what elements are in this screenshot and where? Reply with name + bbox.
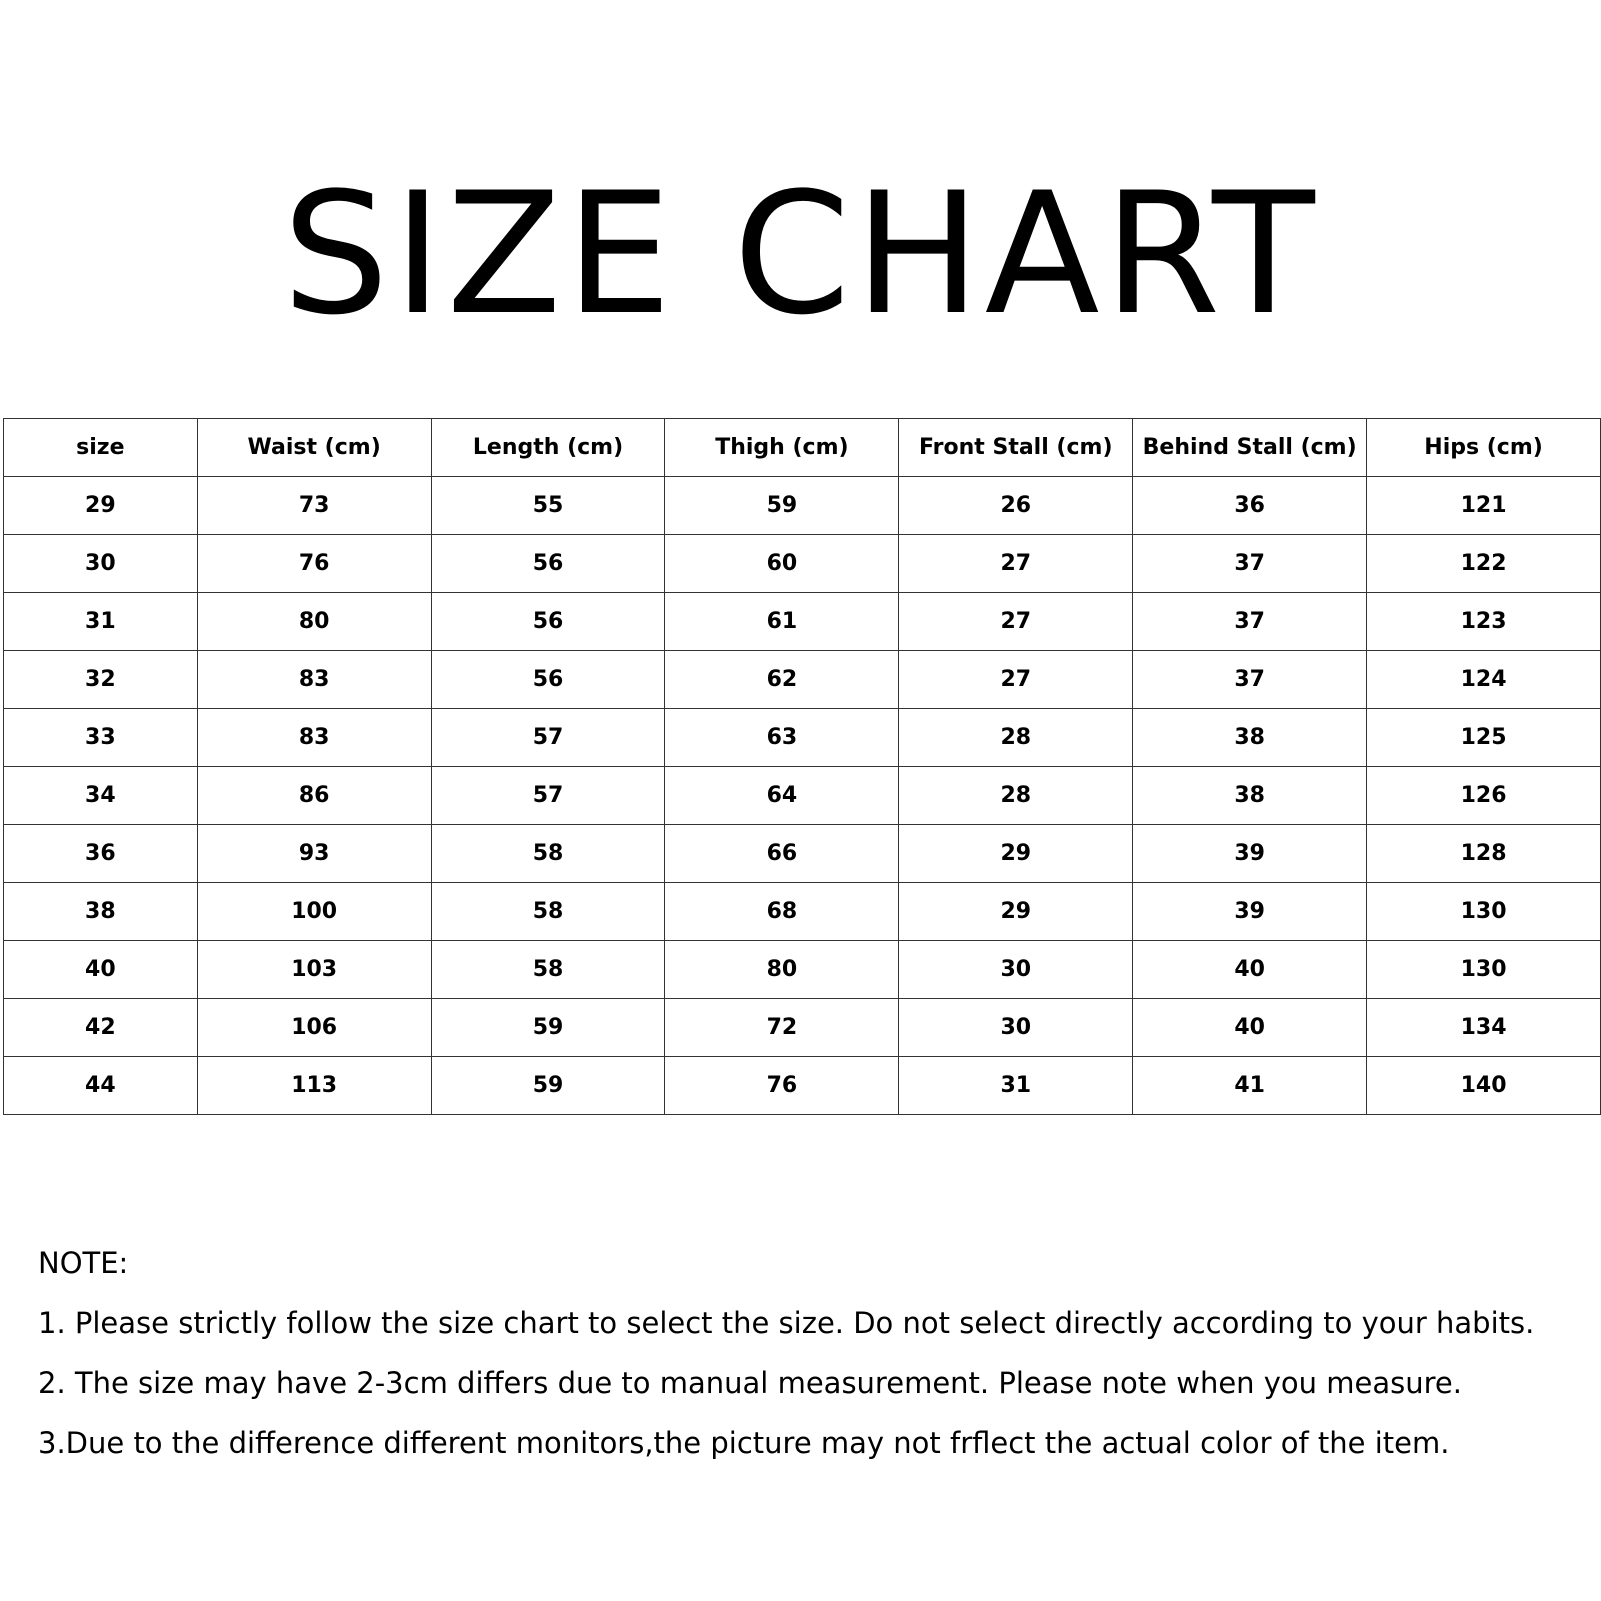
header-thigh: Thigh (cm): [665, 419, 899, 477]
cell-front-stall: 31: [899, 1057, 1133, 1115]
note-item-1: 1. Please strictly follow the size chart to select the size. Do not select directly according to your habits.: [38, 1306, 1535, 1340]
cell-hips: 123: [1367, 593, 1601, 651]
cell-size: 42: [4, 999, 198, 1057]
cell-waist: 106: [197, 999, 431, 1057]
cell-size: 38: [4, 883, 198, 941]
cell-waist: 93: [197, 825, 431, 883]
cell-size: 29: [4, 477, 198, 535]
cell-front-stall: 30: [899, 941, 1133, 999]
table-row: [4, 767, 1601, 825]
table-row: [4, 1057, 1601, 1115]
cell-length: 56: [431, 535, 665, 593]
cell-front-stall: 28: [899, 767, 1133, 825]
header-size: size: [4, 419, 198, 477]
note-item-3: 3.Due to the difference different monitors,the picture may not frflect the actual color of the item.: [38, 1426, 1450, 1460]
cell-thigh: 68: [665, 883, 899, 941]
cell-size: 44: [4, 1057, 198, 1115]
header-hips: Hips (cm): [1367, 419, 1601, 477]
table-row: [4, 941, 1601, 999]
cell-behind-stall: 41: [1133, 1057, 1367, 1115]
cell-thigh: 66: [665, 825, 899, 883]
note-item-2: 2. The size may have 2-3cm differs due to manual measurement. Please note when you measure.: [38, 1366, 1462, 1400]
cell-length: 58: [431, 883, 665, 941]
cell-waist: 86: [197, 767, 431, 825]
cell-size: 36: [4, 825, 198, 883]
table-row: [4, 709, 1601, 767]
cell-thigh: 62: [665, 651, 899, 709]
cell-thigh: 76: [665, 1057, 899, 1115]
cell-hips: 128: [1367, 825, 1601, 883]
cell-length: 57: [431, 709, 665, 767]
header-front-stall: Front Stall (cm): [899, 419, 1133, 477]
cell-waist: 80: [197, 593, 431, 651]
cell-size: 31: [4, 593, 198, 651]
table-row: [4, 825, 1601, 883]
cell-thigh: 72: [665, 999, 899, 1057]
cell-waist: 76: [197, 535, 431, 593]
cell-hips: 121: [1367, 477, 1601, 535]
cell-waist: 83: [197, 651, 431, 709]
cell-front-stall: 27: [899, 593, 1133, 651]
cell-length: 57: [431, 767, 665, 825]
cell-behind-stall: 38: [1133, 709, 1367, 767]
cell-behind-stall: 39: [1133, 825, 1367, 883]
cell-size: 33: [4, 709, 198, 767]
cell-front-stall: 30: [899, 999, 1133, 1057]
cell-hips: 134: [1367, 999, 1601, 1057]
table-body: [4, 477, 1601, 1115]
cell-front-stall: 29: [899, 883, 1133, 941]
cell-length: 59: [431, 999, 665, 1057]
cell-length: 58: [431, 941, 665, 999]
cell-length: 56: [431, 593, 665, 651]
header-waist: Waist (cm): [197, 419, 431, 477]
cell-behind-stall: 37: [1133, 535, 1367, 593]
cell-size: 32: [4, 651, 198, 709]
size-table: [3, 418, 1601, 1115]
cell-thigh: 61: [665, 593, 899, 651]
cell-thigh: 63: [665, 709, 899, 767]
cell-waist: 100: [197, 883, 431, 941]
cell-behind-stall: 38: [1133, 767, 1367, 825]
cell-hips: 125: [1367, 709, 1601, 767]
table-row: [4, 651, 1601, 709]
table-row: [4, 999, 1601, 1057]
notes-heading: NOTE:: [38, 1246, 129, 1280]
cell-length: 59: [431, 1057, 665, 1115]
notes-section: [38, 1233, 1578, 1473]
table-row: [4, 593, 1601, 651]
cell-behind-stall: 39: [1133, 883, 1367, 941]
cell-length: 55: [431, 477, 665, 535]
table-header-row: [4, 419, 1601, 477]
cell-hips: 130: [1367, 941, 1601, 999]
cell-thigh: 64: [665, 767, 899, 825]
cell-thigh: 60: [665, 535, 899, 593]
cell-front-stall: 28: [899, 709, 1133, 767]
cell-size: 30: [4, 535, 198, 593]
cell-waist: 103: [197, 941, 431, 999]
table-row: [4, 477, 1601, 535]
header-length: Length (cm): [431, 419, 665, 477]
cell-behind-stall: 40: [1133, 999, 1367, 1057]
cell-behind-stall: 36: [1133, 477, 1367, 535]
cell-hips: 122: [1367, 535, 1601, 593]
cell-hips: 140: [1367, 1057, 1601, 1115]
cell-size: 34: [4, 767, 198, 825]
cell-front-stall: 27: [899, 535, 1133, 593]
table-row: [4, 883, 1601, 941]
cell-behind-stall: 40: [1133, 941, 1367, 999]
cell-hips: 130: [1367, 883, 1601, 941]
cell-front-stall: 26: [899, 477, 1133, 535]
header-behind-stall: Behind Stall (cm): [1133, 419, 1367, 477]
cell-front-stall: 27: [899, 651, 1133, 709]
cell-waist: 83: [197, 709, 431, 767]
table-row: [4, 535, 1601, 593]
cell-hips: 124: [1367, 651, 1601, 709]
cell-waist: 73: [197, 477, 431, 535]
cell-length: 56: [431, 651, 665, 709]
cell-hips: 126: [1367, 767, 1601, 825]
cell-behind-stall: 37: [1133, 593, 1367, 651]
cell-length: 58: [431, 825, 665, 883]
cell-waist: 113: [197, 1057, 431, 1115]
page-title: SIZE CHART: [282, 156, 1319, 352]
cell-thigh: 80: [665, 941, 899, 999]
cell-behind-stall: 37: [1133, 651, 1367, 709]
cell-size: 40: [4, 941, 198, 999]
cell-front-stall: 29: [899, 825, 1133, 883]
cell-thigh: 59: [665, 477, 899, 535]
